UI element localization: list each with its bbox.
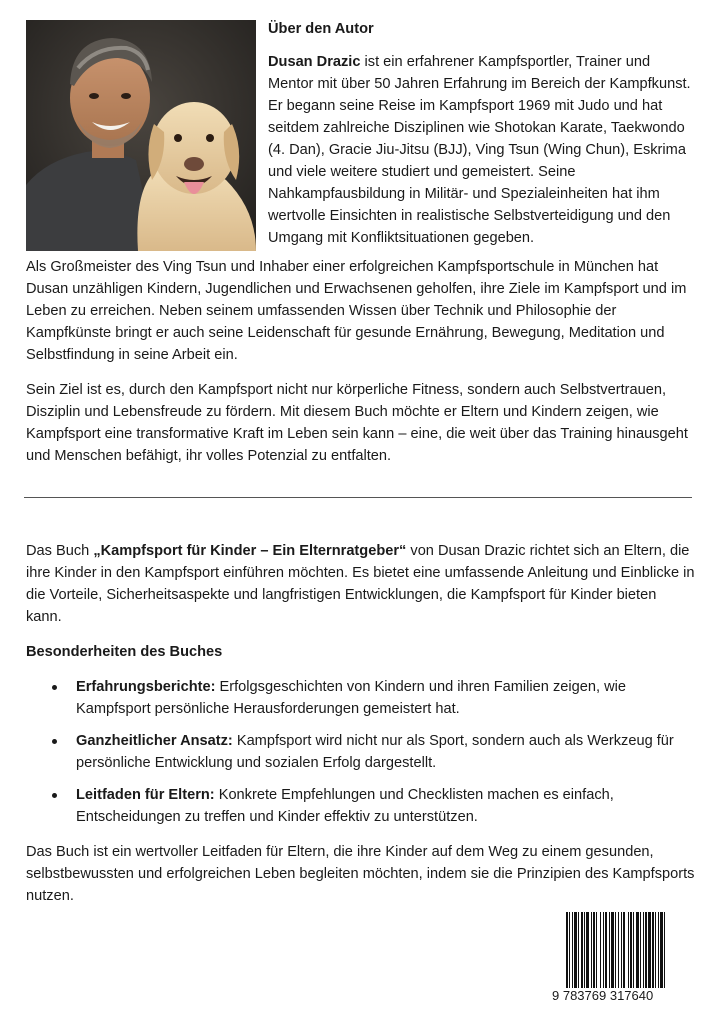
barcode-bar	[630, 912, 632, 996]
features-heading: Besonderheiten des Buches	[26, 644, 223, 660]
barcode-bar	[581, 912, 583, 996]
author-heading: Über den Autor	[268, 21, 374, 37]
features-list	[26, 676, 696, 828]
author-photo	[26, 20, 256, 251]
book-description	[26, 540, 696, 907]
book-closing: Das Buch ist ein wertvoller Leitfaden für Eltern, die ihre Kinder auf dem Weg zu einem gesunden, selbstbewussten und erfolgreichen Leben begleiten möchten, indem sie die Prinzipien des Kampfsports nutzen.	[26, 844, 695, 904]
isbn-barcode	[552, 908, 688, 1014]
barcode-bar	[572, 912, 573, 996]
barcode-bar	[628, 912, 629, 996]
author-bio-top	[268, 18, 693, 249]
barcode-bar	[660, 912, 663, 996]
author-bio-rest	[26, 256, 696, 467]
barcode-bar	[623, 912, 625, 996]
barcode-bar	[593, 912, 595, 996]
section-divider	[24, 497, 692, 498]
barcode-bar	[574, 912, 577, 996]
author-bio-paragraph-1	[268, 51, 693, 249]
barcode-bar	[611, 912, 614, 996]
feature-item	[26, 730, 696, 774]
barcode-bar	[578, 912, 579, 996]
barcode-bar	[645, 912, 647, 996]
author-bio-paragraph-3: Sein Ziel ist es, durch den Kampfsport nicht nur körperliche Fitness, sondern auch Selbstvertrauen, Disziplin und Lebensfreude zu fördern. Mit diesem Buch möchte er Eltern und Kindern zeigen, wie Kampfsport eine transformative Kraft im Leben sein kann – eine, die weit über das Training hinausgeht und Menschen befähigt, ihr volles Potenzial zu entfalten.	[26, 382, 688, 464]
barcode-bar	[603, 912, 604, 996]
book-intro	[26, 540, 696, 628]
feature-title: Erfahrungsberichte:	[76, 679, 216, 695]
book-title: „Kampfsport für Kinder – Ein Elternratgeber“	[93, 543, 407, 559]
barcode-bar	[569, 912, 570, 996]
book-intro-pre: Das Buch	[26, 543, 94, 559]
book-intro-post: von Dusan Drazic richtet sich an Eltern, die ihre Kinder in den Kampfsport einführen möchten. Es bietet eine umfassende Anleitung und Einblicke in die Vorteile, Sicherheitsaspekte und langfristigen Entwicklungen, die Kampfsport für Kinder bieten kann.	[26, 543, 695, 625]
barcode-bar	[596, 912, 597, 996]
author-bio-paragraph-2: Als Großmeister des Ving Tsun und Inhaber einer erfolgreichen Kampfsportschule in München hat Dusan unzähligen Kindern, Jugendlichen und Erwachsenen geholfen, ihre Ziele im Kampfsport und im Leben zu erreichen. Neben seinem umfassenden Wissen über Technik und Philosophie der Kampfkünste bringt er auch seine Leidenschaft für gesunde Ernährung, Bewegung, Meditation und Selbstfindung in seine Arbeit ein.	[26, 259, 687, 363]
feature-item	[26, 784, 696, 828]
barcode-bar	[640, 912, 641, 996]
barcode-bar	[655, 912, 656, 996]
barcode-bar	[600, 912, 601, 996]
author-bio-paragraph-1-text: ist ein erfahrener Kampfsportler, Trainer und Mentor mit über 50 Jahren Erfahrung im Bereich der Kampfkunst. Er begann seine Reise im Kampfsport 1969 mit Judo und hat seitdem zahlreiche Disziplinen wie Shotokan Karate, Taekwondo (4. Dan), Gracie Jiu-Jitsu (BJJ), Ving Tsun (Wing Chun), Eskrima und viele weitere studiert und gemeistert. Seine Nahkampfausbildung in Militär- und Spezialeinheiten hat ihm wertvolle Einsichten in realistische Selbstverteidigung und den Umgang mit Konfliktsituationen gegeben.	[268, 54, 691, 246]
barcode-bar	[621, 912, 622, 996]
feature-title: Leitfaden für Eltern:	[76, 787, 215, 803]
barcode-bar	[605, 912, 607, 996]
barcode-digits: 9 783769 317640	[552, 988, 688, 1004]
barcode-bar	[591, 912, 592, 996]
feature-text: Erfolgsgeschichten von Kindern und ihren Familien zeigen, wie Kampfsport persönliche Herausforderungen gemeistert hat.	[76, 679, 626, 717]
barcode-bar	[643, 912, 644, 996]
barcode-bar	[652, 912, 654, 996]
feature-title: Ganzheitlicher Ansatz:	[76, 733, 233, 749]
author-name: Dusan Drazic	[268, 54, 361, 70]
feature-text: Konkrete Empfehlungen und Checklisten machen es einfach, Entscheidungen zu treffen und Kinder effektiv zu unterstützen.	[76, 787, 614, 825]
barcode-bar	[566, 912, 568, 996]
barcode-bar	[618, 912, 619, 996]
feature-text: Kampfsport wird nicht nur als Sport, sondern auch als Werkzeug für persönliche Entwicklung und sozialen Erfolg dargestellt.	[76, 733, 674, 771]
barcode-bar	[636, 912, 639, 996]
barcode-bar	[615, 912, 616, 996]
barcode-bar	[648, 912, 651, 996]
barcode-bar	[633, 912, 634, 996]
barcode-bar	[586, 912, 589, 996]
barcode-bar	[658, 912, 659, 996]
feature-item	[26, 676, 696, 720]
author-with-dog-image	[26, 20, 256, 251]
barcode-bar	[664, 912, 665, 996]
barcode-bar	[584, 912, 585, 996]
barcode-bar	[609, 912, 610, 996]
